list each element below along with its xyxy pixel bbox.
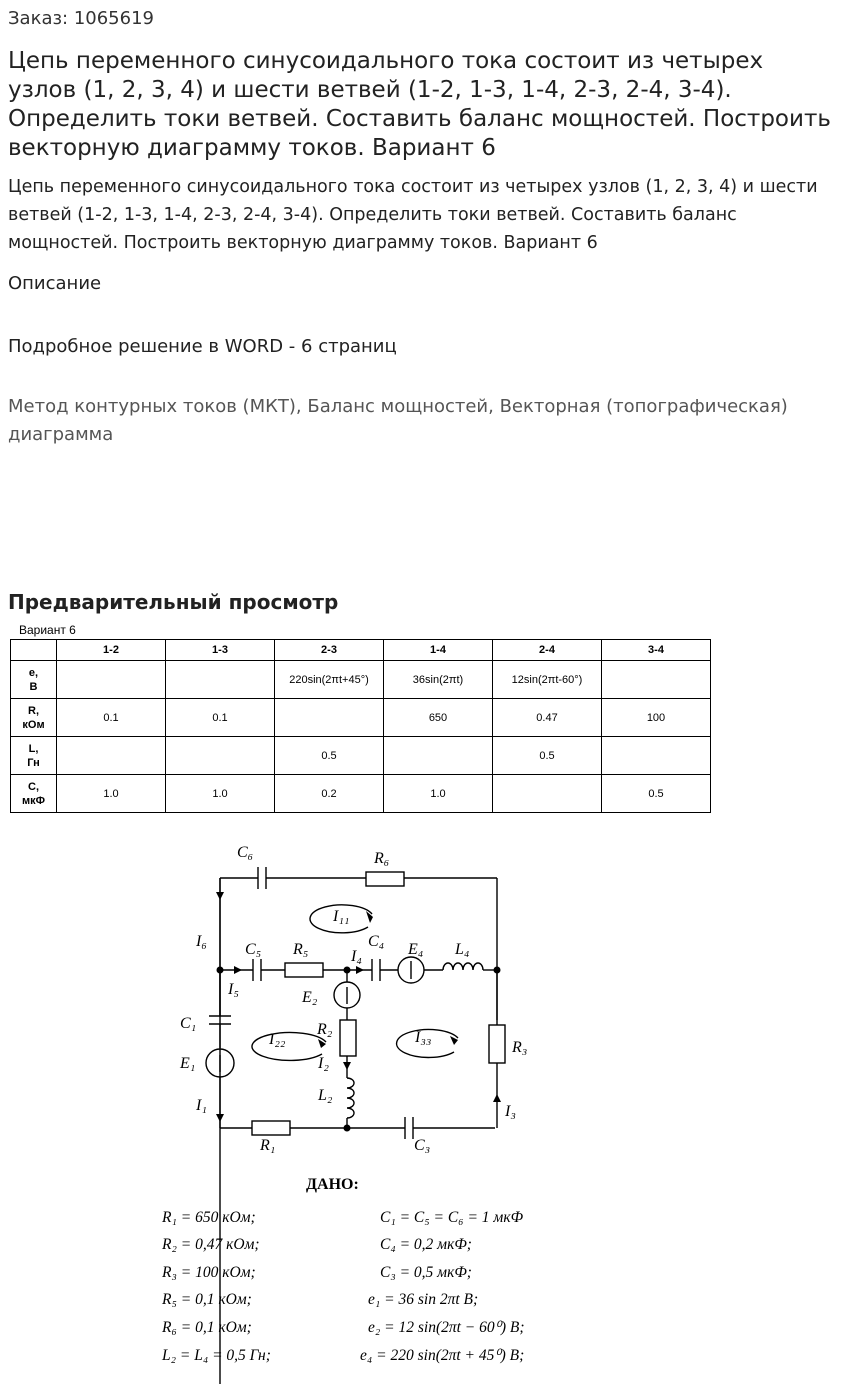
label-c1: C₁ [180, 1015, 197, 1032]
label-c3: C₃ [414, 1137, 431, 1154]
label-i5: I₅ [228, 981, 239, 998]
given-heading: ДАНО: [306, 1176, 359, 1193]
given-right-line: C₃ = 0,5 мкФ; [380, 1264, 472, 1281]
column-header: 1-4 [384, 640, 493, 661]
table-cell: 0.1 [166, 699, 275, 737]
table-row [11, 775, 711, 813]
label-r2: R₂ [317, 1021, 333, 1038]
column-header: 2-3 [275, 640, 384, 661]
table-cell [57, 661, 166, 699]
label-i33: I₃₃ [415, 1029, 432, 1046]
table-cell: 100 [602, 699, 711, 737]
given-values [161, 1209, 525, 1364]
given-right-line: C₄ = 0,2 мкФ; [380, 1236, 472, 1253]
row-header: L, Гн [11, 737, 57, 775]
column-header: 2-4 [493, 640, 602, 661]
label-c6: C₆ [237, 844, 254, 861]
given-left-line: R₅ = 0,1 кОм; [162, 1291, 252, 1308]
tags-text: Метод контурных токов (МКТ), Баланс мощностей, Векторная (топографическая) диаграмма [8, 396, 788, 445]
table-cell: 220sin(2πt+45°) [275, 661, 384, 699]
table-cell: 0.2 [275, 775, 384, 813]
label-c5: C₅ [245, 941, 262, 958]
table-cell [166, 737, 275, 775]
description-label: Описание [8, 273, 102, 294]
label-l4: L₄ [455, 941, 470, 958]
table-row [11, 699, 711, 737]
table-cell: 1.0 [384, 775, 493, 813]
table-cell: 0.1 [57, 699, 166, 737]
given-left-line: R₆ = 0,1 кОм; [162, 1319, 252, 1336]
label-r5: R₅ [293, 941, 309, 958]
label-i22: I₂₂ [269, 1031, 286, 1048]
table-cell [166, 661, 275, 699]
table-cell: 36sin(2πt) [384, 661, 493, 699]
table-cell [602, 737, 711, 775]
page-title: Цепь переменного синусоидального тока состоит из четырех узлов (1, 2, 3, 4) и шести ветвей (1-2, 1-3, 1-4, 2-3, 2-4, 3-4). Определить токи ветвей. Составить баланс мощностей. Построить векторную диаграмму токов. Вариант 6 [8, 48, 831, 161]
given-left-line: R₃ = 100 кОм; [162, 1264, 256, 1281]
label-i11: I₁₁ [333, 908, 350, 925]
table-cell [493, 775, 602, 813]
table-cell: 0.5 [275, 737, 384, 775]
circuit-scan [0, 830, 847, 1384]
table-cell: 1.0 [57, 775, 166, 813]
label-e4: E₄ [408, 941, 424, 958]
given-right-line: e₂ = 12 sin(2πt − 60⁰) В; [368, 1319, 525, 1336]
given-left-line: R₁ = 650 кОм; [162, 1209, 256, 1226]
column-header: 1-3 [166, 640, 275, 661]
solution-detail: Подробное решение в WORD - 6 страниц [8, 336, 397, 357]
label-e1: E₁ [180, 1055, 196, 1072]
given-right-line: e₁ = 36 sin 2πt В; [368, 1291, 479, 1308]
table-cell [275, 699, 384, 737]
label-i3: I₃ [505, 1103, 516, 1120]
table-cell: 12sin(2πt-60°) [493, 661, 602, 699]
parameters-table [10, 639, 711, 813]
label-i6: I₆ [196, 933, 207, 950]
given-left-line: L₂ = L₄ = 0,5 Гн; [162, 1347, 271, 1364]
table-cell: 1.0 [166, 775, 275, 813]
label-r3: R₃ [512, 1039, 528, 1056]
given-right-line: e₄ = 220 sin(2πt + 45⁰) В; [360, 1347, 525, 1364]
table-header-row [11, 640, 711, 661]
label-i4: I₄ [351, 948, 362, 965]
variant-label: Вариант 6 [19, 623, 76, 637]
label-l2: L₂ [318, 1087, 333, 1104]
label-i2: I₂ [318, 1055, 329, 1072]
column-header: 3-4 [602, 640, 711, 661]
table-cell: 0.5 [602, 775, 711, 813]
table-cell: 0.47 [493, 699, 602, 737]
label-e2: E₂ [302, 989, 318, 1006]
description-text: Цепь переменного синусоидального тока состоит из четырех узлов (1, 2, 3, 4) и шести ветвей (1-2, 1-3, 1-4, 2-3, 2-4, 3-4). Определить токи ветвей. Составить баланс мощностей. Построить векторную диаграмму токов. Вариант 6 [8, 177, 818, 253]
table-row [11, 661, 711, 699]
row-header: C, мкФ [11, 775, 57, 813]
label-r1: R₁ [260, 1137, 276, 1154]
row-header: R, кОм [11, 699, 57, 737]
table-cell [602, 661, 711, 699]
given-left-line: R₂ = 0,47 кОм; [162, 1236, 260, 1253]
given-right-line: C₁ = C₅ = C₆ = 1 мкФ [380, 1209, 524, 1226]
label-i1: I₁ [196, 1097, 207, 1114]
label-c4: C₄ [368, 933, 385, 950]
table-row [11, 737, 711, 775]
order-number: Заказ: 1065619 [8, 8, 154, 29]
table-cell: 0.5 [493, 737, 602, 775]
column-header: 1-2 [57, 640, 166, 661]
circuit-nodes [216, 892, 501, 1132]
table-cell: 650 [384, 699, 493, 737]
label-r6: R₆ [374, 850, 390, 867]
table-cell [57, 737, 166, 775]
preview-heading: Предварительный просмотр [8, 590, 339, 614]
table-cell [384, 737, 493, 775]
row-header: e, В [11, 661, 57, 699]
table-corner-cell [11, 640, 57, 661]
